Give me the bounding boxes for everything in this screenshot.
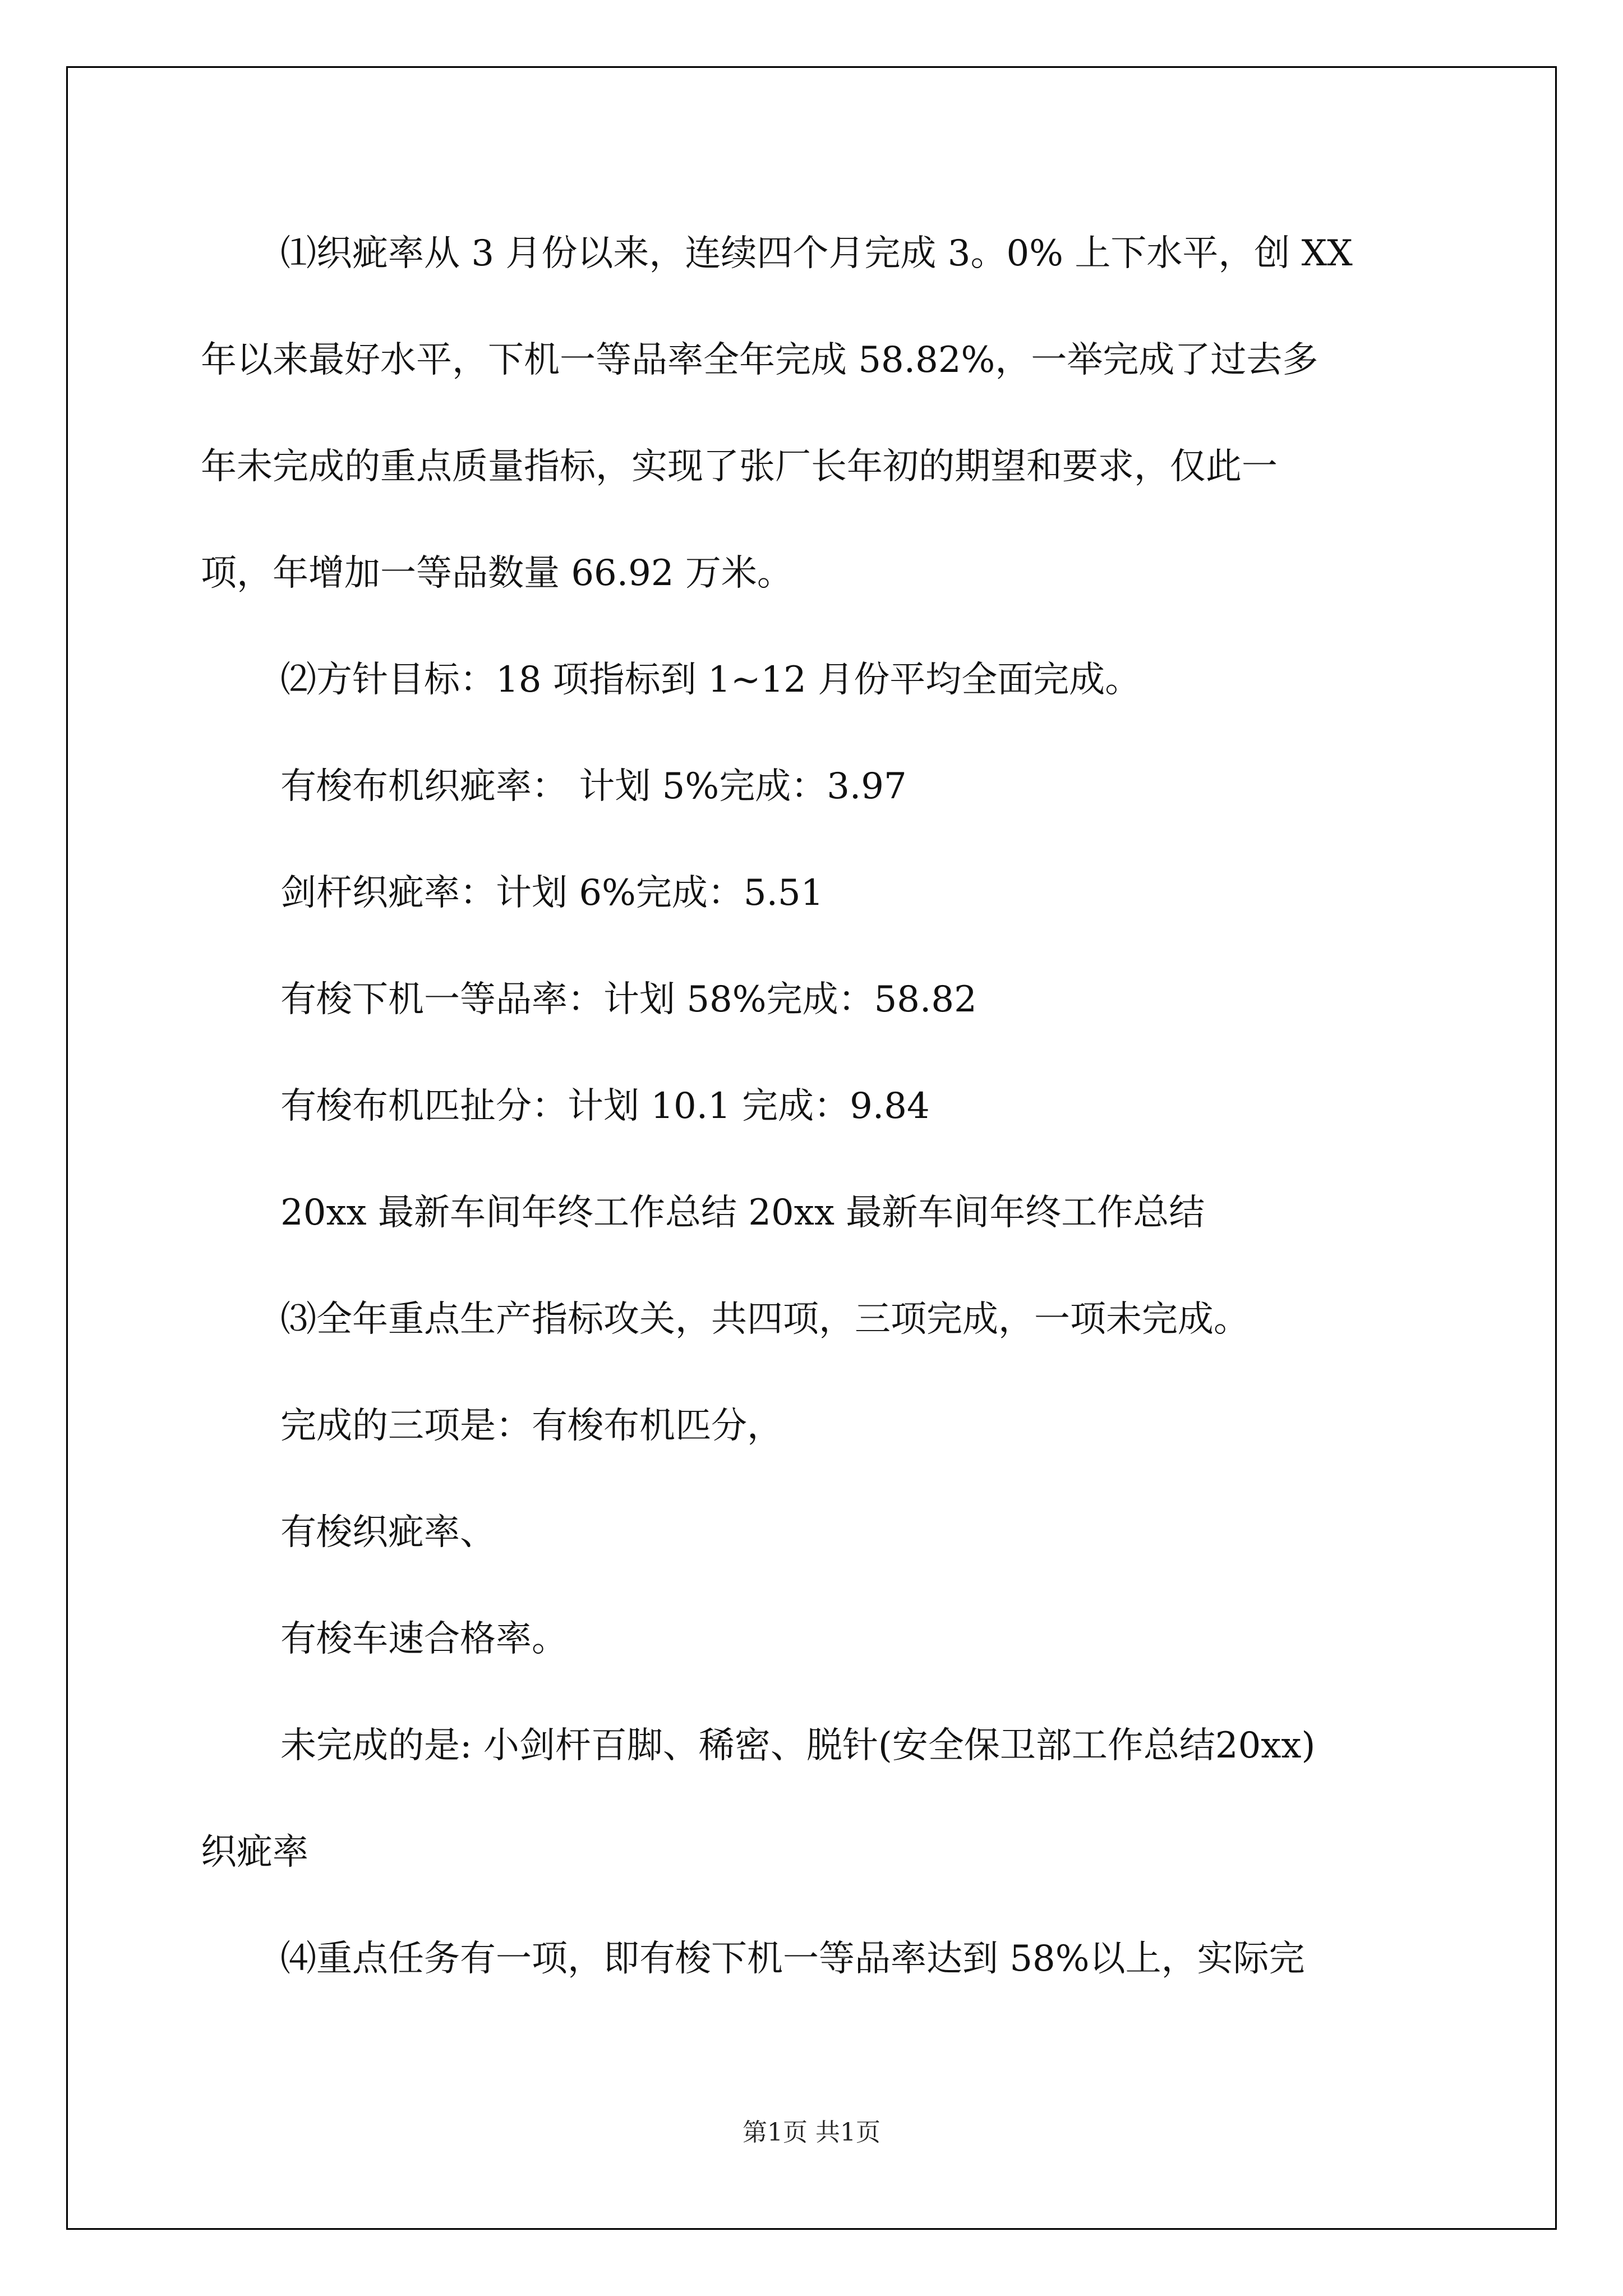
paragraph-1-line-4: 项，年增加一等品数量 66.92 万米。 <box>201 553 793 594</box>
page-footer: 第1页 共1页 <box>743 2118 880 2147</box>
completed-item-2: 有梭织疵率、 <box>280 1512 496 1553</box>
paragraph-1-line-2: 年以来最好水平，下机一等品率全年完成 58.82%，一举完成了过去多 <box>201 339 1318 381</box>
page-border <box>66 66 1557 2230</box>
paragraph-1-line-3: 年未完成的重点质量指标，实现了张厂长年初的期望和要求，仅此一 <box>201 446 1278 487</box>
metric-line-1: 有梭布机织疵率： 计划 5%完成：3.97 <box>280 766 907 807</box>
paragraph-4: ⑷重点任务有一项，即有梭下机一等品率达到 58%以上，实际完 <box>280 1938 1305 1980</box>
metric-line-4: 有梭布机匹扯分：计划 10.1 完成：9.84 <box>280 1085 930 1127</box>
completed-item-3: 有梭车速合格率。 <box>280 1618 568 1660</box>
completed-items-line: 完成的三项是：有梭布机匹分， <box>280 1405 783 1447</box>
metric-line-3: 有梭下机一等品率：计划 58%完成：58.82 <box>280 979 977 1020</box>
metric-line-2: 剑杆织疵率：计划 6%完成：5.51 <box>280 872 824 914</box>
paragraph-1-line-1: ⑴织疵率从 3 月份以来，连续四个月完成 3。0% 上下水平，创 XX <box>280 233 1353 274</box>
incomplete-items-line: 未完成的是: 小剑杆百脚、稀密、脱针(安全保卫部工作总结20xx) <box>280 1725 1316 1766</box>
incomplete-items-line-2: 织疵率 <box>201 1832 308 1873</box>
paragraph-3: ⑶全年重点生产指标攻关，共四项，三项完成，一项未完成。 <box>280 1299 1249 1340</box>
heading-line: 20xx 最新车间年终工作总结 20xx 最新车间年终工作总结 <box>280 1192 1205 1234</box>
paragraph-2: ⑵方针目标：18 项指标到 1~12 月份平均全面完成。 <box>280 659 1141 701</box>
